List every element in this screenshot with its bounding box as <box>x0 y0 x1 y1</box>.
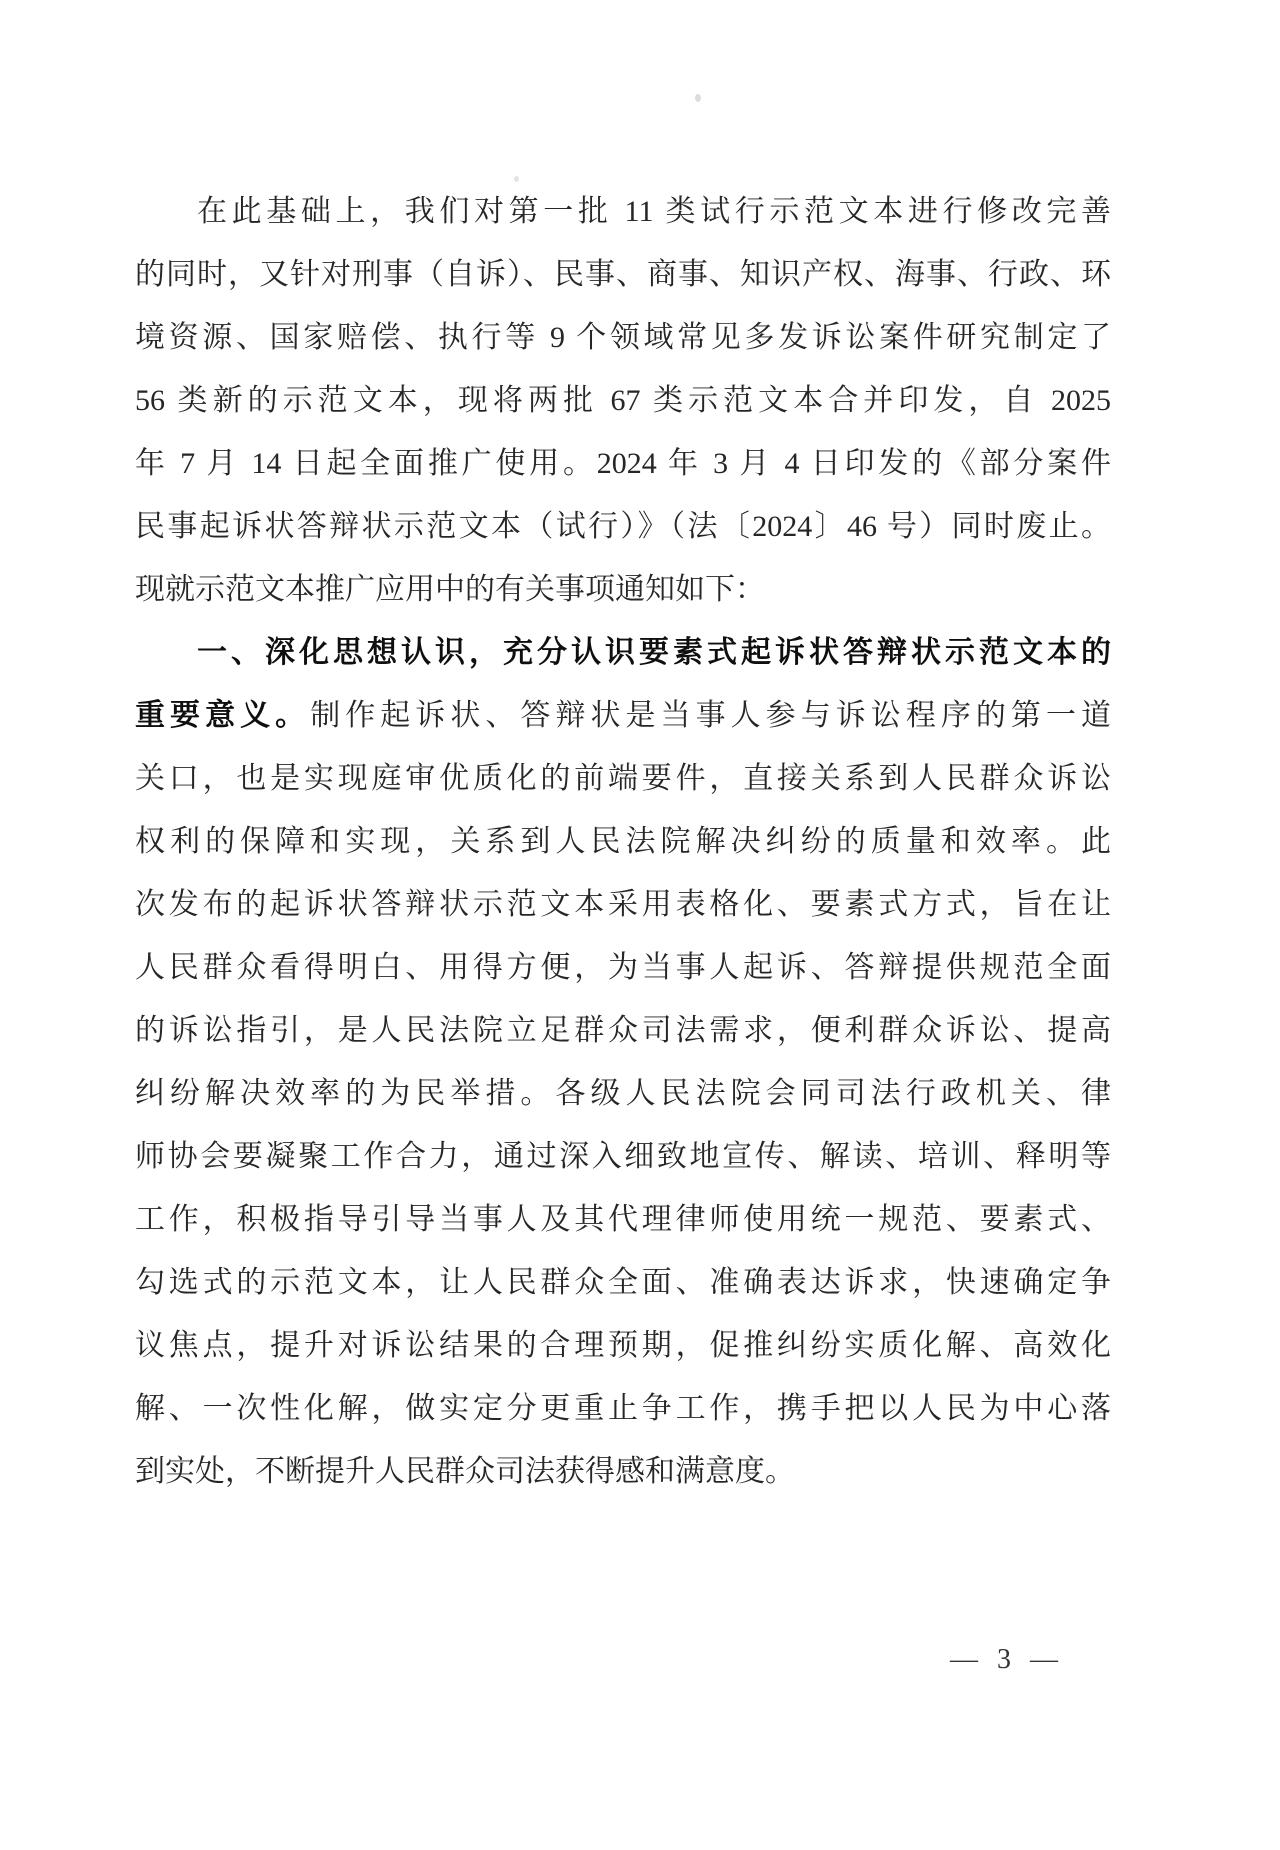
text-line <box>135 1125 1111 1188</box>
text-segment: 制作起诉状、答辩状是当事人参与诉讼程序的第一道 <box>310 699 1111 732</box>
text-segment: 的诉讼指引，是人民法院立足群众司法需求，便利群众诉讼、提高 <box>135 1014 1111 1047</box>
text-line <box>135 936 1111 999</box>
text-line <box>135 1188 1111 1251</box>
text-segment: 的同时，又针对刑事（自诉）、民事、商事、知识产权、海事、行政、环 <box>135 258 1111 291</box>
text-line <box>135 684 1111 747</box>
text-segment: 关口，也是实现庭审优质化的前端要件，直接关系到人民群众诉讼 <box>135 762 1111 795</box>
text-segment: 权利的保障和实现，关系到人民法院解决纠纷的质量和效率。此 <box>135 825 1111 858</box>
page-number <box>950 1640 1120 1680</box>
text-line <box>135 306 1111 369</box>
text-line <box>135 999 1111 1062</box>
text-segment: 在此基础上，我们对第一批 11 类试行示范文本进行修改完善 <box>197 195 1111 228</box>
text-segment: 境资源、国家赔偿、执行等 9 个领域常见多发诉讼案件研究制定了 <box>135 321 1111 354</box>
text-line <box>135 243 1111 306</box>
text-segment: 到实处，不断提升人民群众司法获得感和满意度。 <box>135 1455 795 1488</box>
text-line <box>135 1314 1111 1377</box>
text-segment: 师协会要凝聚工作合力，通过深入细致地宣传、解读、培训、释明等 <box>135 1140 1111 1173</box>
text-line <box>135 1440 1111 1503</box>
text-line <box>135 621 1111 684</box>
text-segment: 民事起诉状答辩状示范文本（试行）》（法〔2024〕46 号）同时废止。 <box>135 510 1111 543</box>
text-line <box>135 369 1111 432</box>
heading-text-segment: 重要意义。 <box>135 699 311 732</box>
text-line <box>135 747 1111 810</box>
scan-artifact <box>695 94 701 102</box>
text-segment: 工作，积极指导引导当事人及其代理律师使用统一规范、要素式、 <box>135 1203 1111 1236</box>
text-segment: 纠纷解决效率的为民举措。各级人民法院会同司法行政机关、律 <box>135 1077 1111 1110</box>
text-line <box>135 495 1111 558</box>
document-body <box>135 180 1111 1503</box>
text-line <box>135 810 1111 873</box>
text-line <box>135 432 1111 495</box>
text-line <box>135 1251 1111 1314</box>
heading-text-segment: 一、深化思想认识，充分认识要素式起诉状答辩状示范文本的 <box>197 636 1111 669</box>
text-line <box>135 558 1111 621</box>
text-segment: 议焦点，提升对诉讼结果的合理预期，促推纠纷实质化解、高效化 <box>135 1329 1111 1362</box>
text-segment: 解、一次性化解，做实定分更重止争工作，携手把以人民为中心落 <box>135 1392 1111 1425</box>
text-line <box>135 1062 1111 1125</box>
page-number-text: — 3 — <box>950 1644 1064 1675</box>
text-segment: 人民群众看得明白、用得方便，为当事人起诉、答辩提供规范全面 <box>135 951 1111 984</box>
text-segment: 年 7 月 14 日起全面推广使用。2024 年 3 月 4 日印发的《部分案件 <box>135 447 1111 480</box>
text-segment: 56 类新的示范文本，现将两批 67 类示范文本合并印发，自 2025 <box>135 384 1111 417</box>
text-segment: 现就示范文本推广应用中的有关事项通知如下： <box>135 573 765 606</box>
text-segment: 勾选式的示范文本，让人民群众全面、准确表达诉求，快速确定争 <box>135 1266 1111 1299</box>
text-segment: 次发布的起诉状答辩状示范文本采用表格化、要素式方式，旨在让 <box>135 888 1111 921</box>
text-line <box>135 873 1111 936</box>
text-line <box>135 180 1111 243</box>
text-line <box>135 1377 1111 1440</box>
